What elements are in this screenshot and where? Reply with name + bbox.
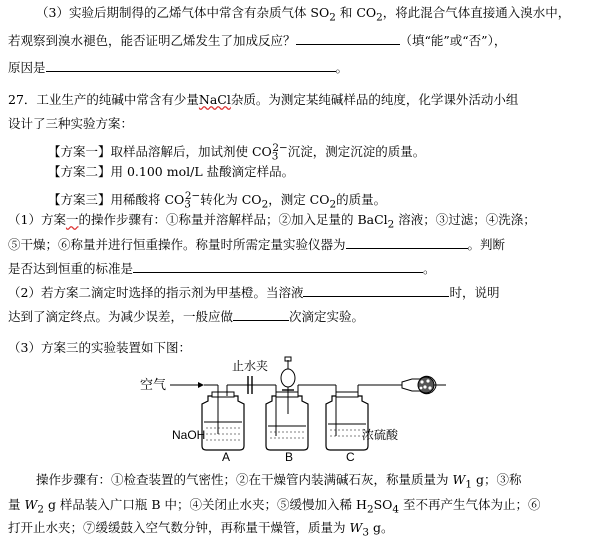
subscript: 2 — [329, 198, 337, 211]
text: 转化为 CO — [200, 192, 262, 208]
p3-line-1 — [8, 340, 191, 356]
text: 杂质。为测定某纯碱样品的纯度，化学课外活动小组 — [230, 92, 519, 107]
text: （填“能”或“否”）， — [399, 33, 507, 48]
subscript: 3 — [184, 198, 191, 211]
text: 原因是 — [8, 60, 46, 75]
text: 若观察到溴水褪色，能否证明乙烯发生了加成反应？ — [8, 33, 296, 48]
text: 至不再产生气体为止；⑥ — [399, 497, 541, 512]
text: 的质量。 — [336, 192, 387, 208]
answer-blank[interactable] — [133, 260, 423, 273]
ops-line-2 — [8, 497, 540, 518]
text: 打开止水夹；⑦缓缓鼓入空气数分钟，再称量干燥管，质量为 — [8, 520, 350, 535]
text: 【方案一】取样品溶解后，加试剂使 CO — [48, 144, 272, 160]
q3-line-1 — [36, 5, 570, 26]
plan-2 — [48, 164, 294, 180]
text: 溶液；③过滤；④洗涤； — [394, 212, 536, 227]
text: 沉淀，测定沉淀的质量。 — [287, 144, 426, 160]
text: ，测定 CO — [268, 192, 330, 208]
subscript: 3 — [271, 150, 279, 163]
p2-line-1 — [8, 284, 499, 301]
p1-line-1 — [8, 212, 536, 233]
text: W — [452, 472, 466, 487]
text: W — [24, 497, 38, 512]
text: ⑤干燥；⑥称量并进行恒重操作。称量时所需定量实验仪器为 — [8, 237, 346, 252]
acid-label: 浓硫酸 — [362, 428, 399, 442]
answer-blank[interactable] — [346, 236, 468, 249]
text: （3）方案三的实验装置如下图： — [8, 340, 191, 355]
text: ，将此混合气体直接通入溴水中， — [382, 5, 571, 20]
text: 设计了三种实验方案： — [8, 116, 134, 131]
text: （2）若方案二滴定时选择的指示剂为甲基橙。当溶液 — [8, 285, 304, 300]
text: g。 — [368, 520, 394, 535]
subscript: 2 — [261, 198, 269, 211]
text: 是否达到恒重的标准是 — [8, 261, 134, 276]
drying-tube — [402, 376, 446, 394]
text: 。 — [335, 60, 349, 75]
superscript: 2− — [272, 142, 288, 154]
bottle-c-label: C — [346, 450, 355, 464]
ops-line-3 — [8, 520, 393, 541]
subscript: 2 — [376, 11, 383, 24]
text: 达到了滴定终点。为减少误差，一般应做 — [8, 309, 234, 324]
text: g；③称 — [471, 472, 522, 487]
text: 。判断 — [467, 237, 506, 252]
q27-line-1 — [8, 92, 518, 108]
text: 27．工业生产的纯碱中常含有少量 — [8, 92, 199, 107]
plan-1 — [48, 140, 425, 165]
answer-blank[interactable] — [303, 284, 449, 297]
text: 时，说明 — [449, 285, 500, 300]
text: 【方案二】用 0.100 mol/L 盐酸滴定样品。 — [48, 164, 295, 179]
text: 次滴定实验。 — [289, 309, 365, 324]
text: 操作步骤有：①检查装置的气密性；②在干燥管内装满碱石灰，称量质量为 — [36, 472, 453, 487]
subscript: 2 — [37, 503, 44, 516]
text: （3）实验后期制得的乙烯气体中常含有杂质气体 SO — [36, 5, 330, 20]
bottle-b-label: B — [285, 450, 294, 464]
text: SO — [373, 497, 393, 512]
q27-line-2 — [8, 116, 133, 132]
text: 的操作步骤有：①称量并溶解样品；②加入足量的 BaCl — [78, 212, 388, 227]
p2-line-2 — [8, 308, 364, 325]
answer-blank[interactable] — [233, 308, 289, 321]
subscript: 2 — [387, 218, 395, 231]
bottle-a-label: A — [222, 450, 231, 464]
superscript: 2− — [184, 190, 201, 202]
answer-blank[interactable] — [46, 59, 336, 72]
p1-line-2 — [8, 236, 505, 253]
subscript: 4 — [392, 503, 399, 516]
text: W — [349, 520, 363, 535]
subscript: 3 — [362, 526, 369, 539]
q3-line-3 — [8, 59, 348, 76]
answer-blank[interactable] — [296, 32, 400, 45]
ops-line-1 — [36, 472, 521, 493]
subscript: 1 — [465, 478, 472, 491]
subscript: 2 — [329, 11, 336, 24]
text: g 样品装入广口瓶 B 中；④关闭止水夹；⑤缓慢加入稀 H — [43, 497, 367, 512]
text: 【方案三】用稀酸将 CO — [48, 192, 185, 208]
nacl-text: NaCl — [198, 92, 231, 107]
text: 。 — [423, 261, 436, 276]
text: 量 — [8, 497, 25, 512]
text: （1）方案 — [8, 212, 66, 227]
naoh-label: NaOH — [172, 428, 206, 442]
q3-line-2 — [8, 32, 506, 49]
plan-3 — [48, 188, 386, 213]
bottle-a — [202, 385, 244, 450]
p1-line-3 — [8, 260, 436, 277]
apparatus-diagram — [130, 356, 470, 466]
text: 一 — [65, 212, 79, 227]
air-label: 空气 — [140, 377, 167, 392]
bottle-b — [266, 357, 308, 450]
text: 和 CO — [335, 5, 377, 20]
air-arrowhead — [198, 382, 204, 388]
subscript: 2 — [366, 503, 374, 516]
clamp-label: 止水夹 — [232, 359, 269, 373]
